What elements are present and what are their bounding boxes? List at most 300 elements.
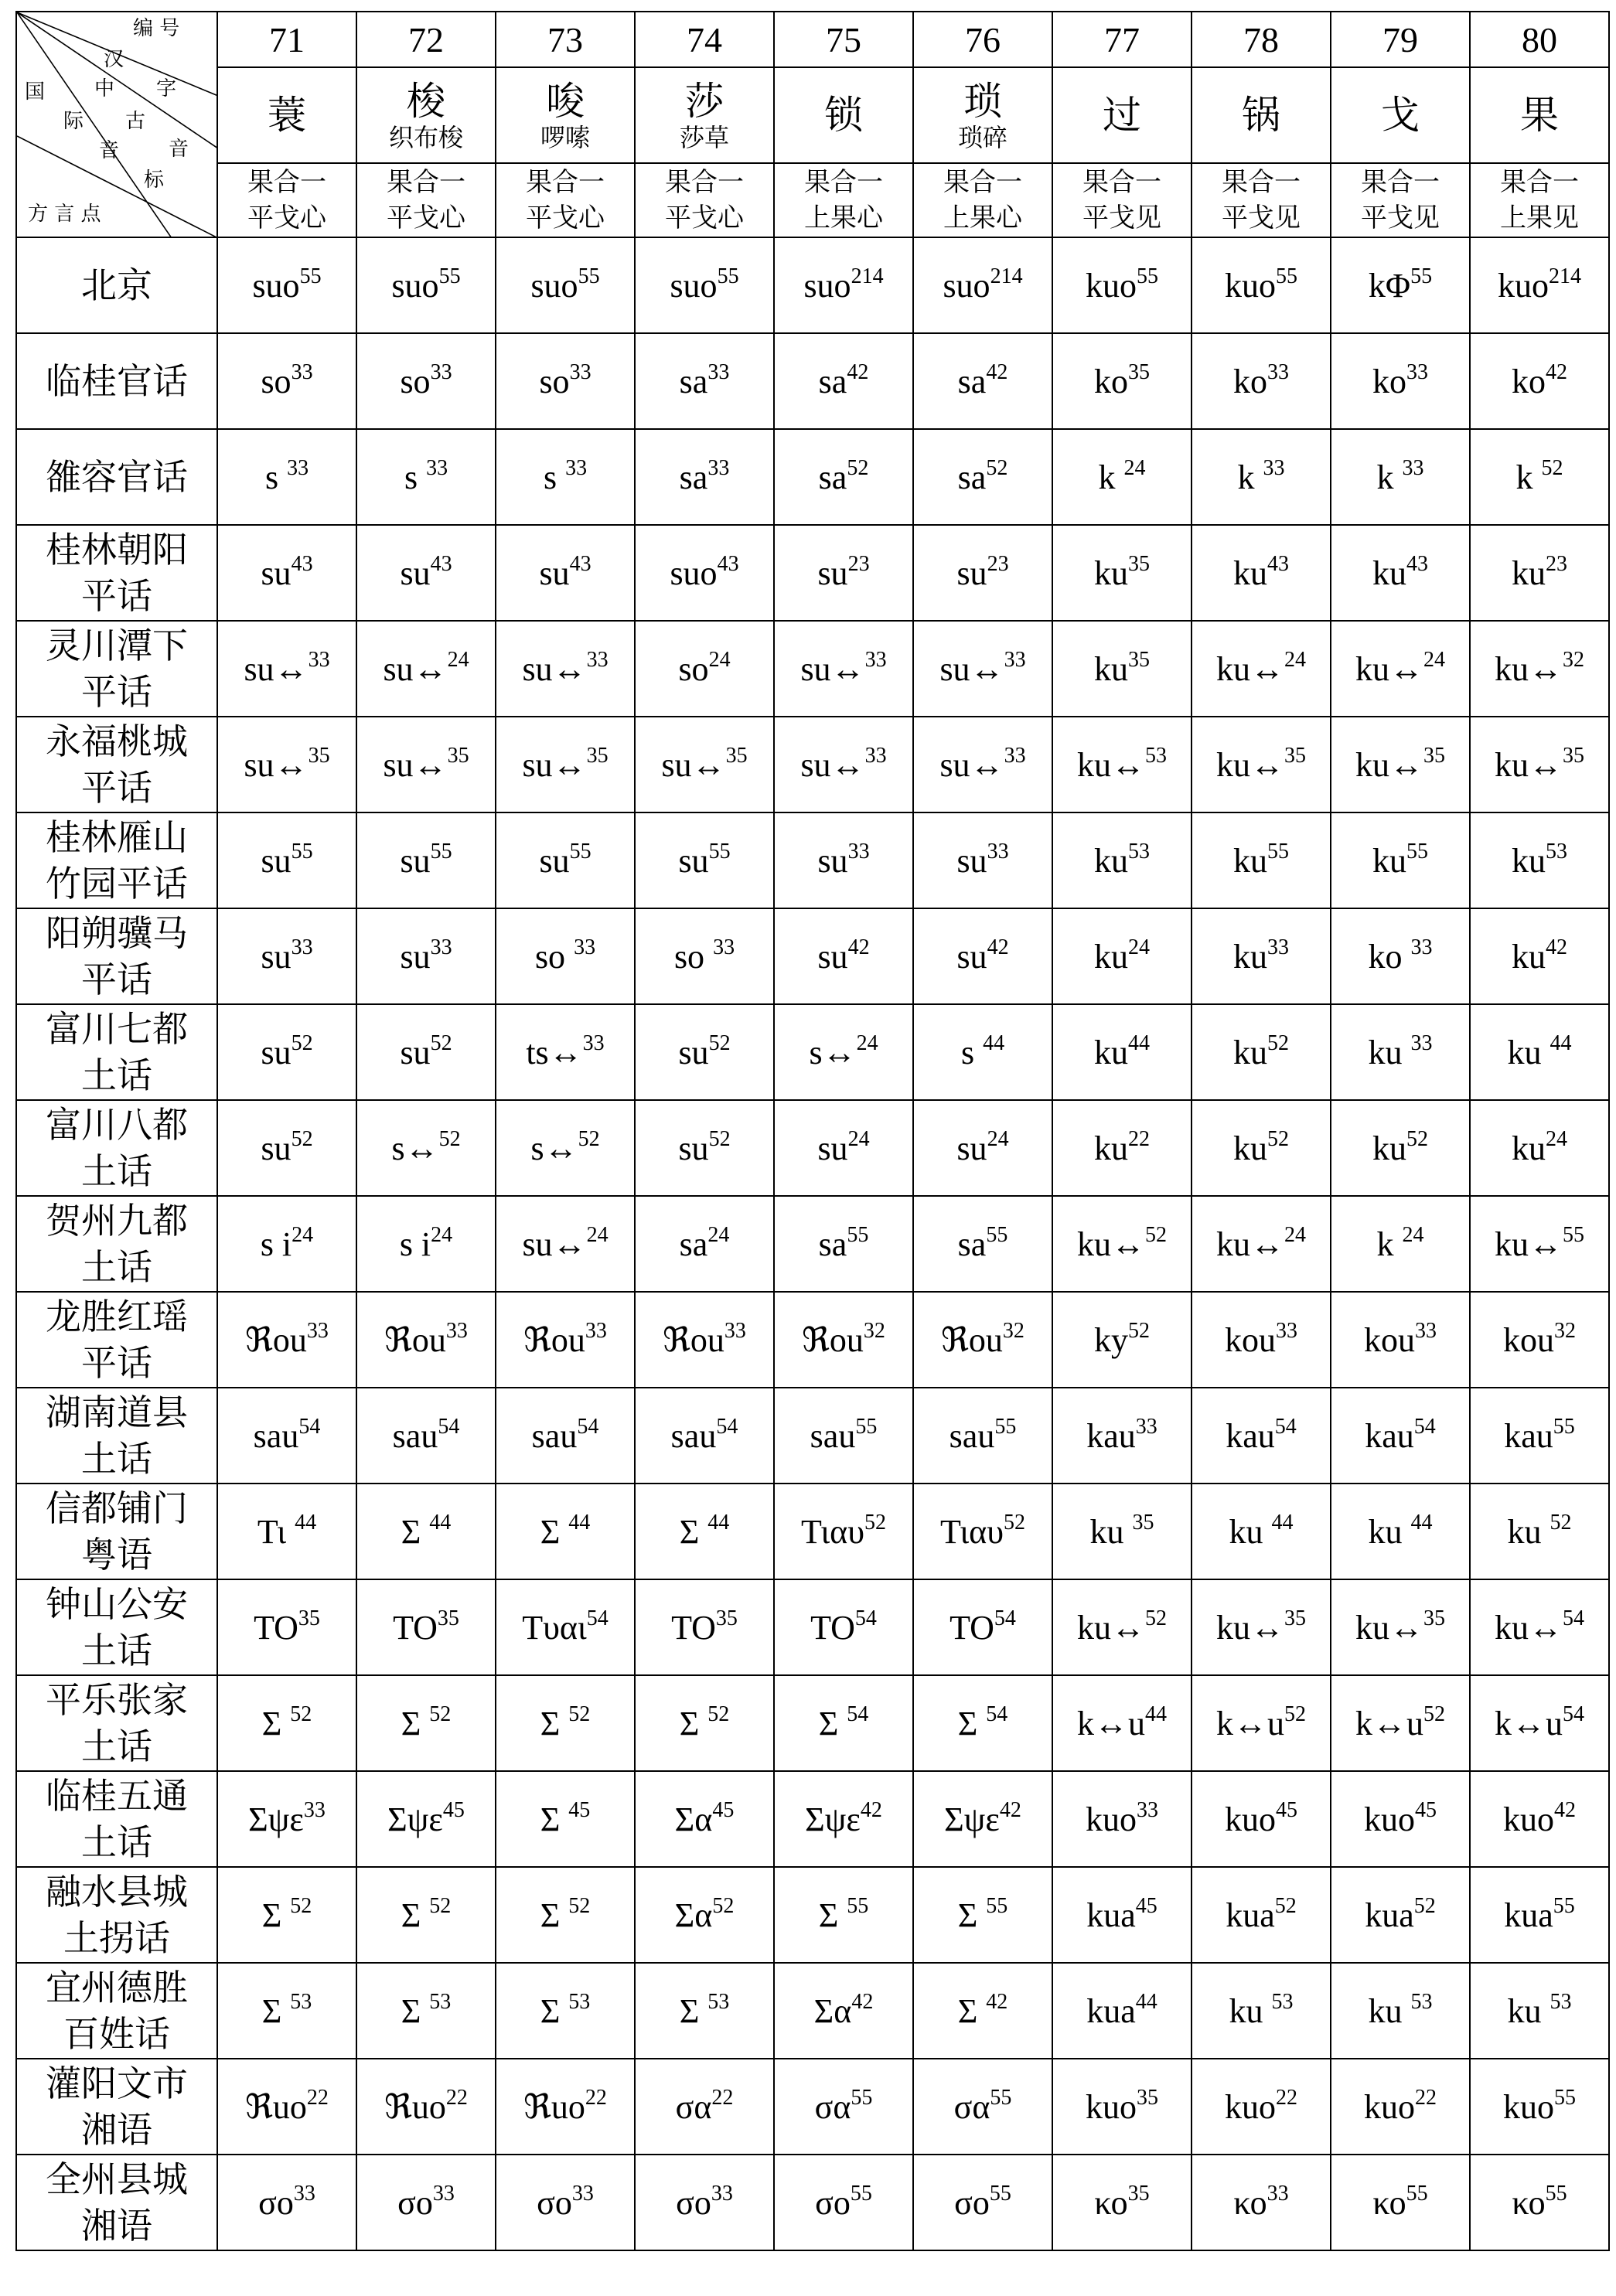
syllable: kau [1086, 1416, 1136, 1455]
pronunciation-cell [774, 2155, 913, 2250]
place-line: 信都铺门 [46, 1487, 188, 1529]
tone-value: 33 [1402, 455, 1424, 480]
tone-value: 44 [429, 1510, 452, 1535]
syllable: Σ [540, 1512, 569, 1551]
syllable: σα [814, 2087, 851, 2126]
tone-value: 35 [1284, 1606, 1306, 1630]
tone-value: 54 [1413, 1414, 1436, 1439]
tone-value: 33 [571, 2181, 594, 2206]
pronunciation-cell [913, 1004, 1052, 1100]
pronunciation-cell [1331, 1771, 1470, 1867]
syllable: Σ [679, 1704, 708, 1742]
syllable: kau [1504, 1416, 1553, 1455]
column-number: 71 [217, 12, 356, 67]
syllable: k↔u [1077, 1704, 1145, 1742]
tone-value: 33 [565, 455, 588, 480]
pronunciation-cell [1331, 429, 1470, 525]
syllable: TO [254, 1608, 298, 1647]
syllable: su [817, 554, 848, 592]
tone-value: 45 [442, 1797, 465, 1822]
column-character [496, 67, 635, 163]
tone-value: 52 [1004, 1510, 1025, 1535]
dialect-place [16, 1388, 217, 1484]
pronunciation-cell [913, 812, 1052, 908]
syllable: s↔ [391, 1129, 439, 1167]
pronunciation-cell [913, 1196, 1052, 1292]
pronunciation-cell [1192, 1484, 1331, 1579]
tone-value: 42 [847, 359, 869, 384]
syllable: sau [810, 1416, 856, 1455]
tone-value: 33 [306, 1318, 329, 1343]
pronunciation-cell [356, 621, 496, 717]
pronunciation-cell [635, 1292, 774, 1388]
pronunciation-cell [1470, 1867, 1609, 1963]
syllable: ku [1368, 1991, 1411, 2030]
place-line: 贺州九都 [46, 1200, 188, 1242]
tone-value: 33 [1137, 1797, 1158, 1822]
tone-value: 24 [291, 1222, 314, 1247]
pronunciation-cell [496, 621, 635, 717]
tone-value: 24 [708, 647, 731, 672]
tone-value: 55 [299, 264, 322, 288]
pronunciation-cell [1470, 333, 1609, 429]
syllable: kau [1226, 1416, 1275, 1455]
category-line: 平戈见 [1361, 203, 1440, 233]
syllable: kuo [1364, 1800, 1415, 1838]
syllable: suo [252, 266, 300, 305]
pronunciation-cell [356, 1004, 496, 1100]
tone-value: 24 [707, 1222, 730, 1247]
syllable: su [956, 937, 987, 976]
syllable: σα [953, 2087, 990, 2126]
pronunciation-cell [1052, 1867, 1192, 1963]
pronunciation-cell [1192, 1579, 1331, 1675]
tone-value: 35 [1132, 1510, 1154, 1535]
tone-value: 33 [707, 455, 730, 480]
category-line: 果合一 [1500, 167, 1579, 198]
place-line: 灌阳文市 [46, 2063, 188, 2104]
tone-value: 35 [1423, 1606, 1445, 1630]
pronunciation-cell [1470, 1388, 1609, 1484]
pronunciation-cell [496, 525, 635, 621]
syllable: κο [1372, 2183, 1406, 2222]
pronunciation-cell [635, 237, 774, 333]
syllable: suo [803, 266, 851, 305]
pronunciation-cell [913, 1963, 1052, 2059]
syllable: k [1376, 458, 1403, 496]
tone-value: 55 [1410, 264, 1433, 288]
place-line: 富川七都 [46, 1008, 188, 1050]
syllable: kua [1226, 1896, 1275, 1934]
tone-value: 214 [1549, 264, 1581, 288]
pronunciation-cell [356, 812, 496, 908]
tone-value: 54 [994, 1606, 1016, 1630]
pronunciation-cell [217, 1579, 356, 1675]
pronunciation-cell [356, 908, 496, 1004]
syllable: kuo [1498, 266, 1549, 305]
syllable: Σ [540, 1896, 569, 1934]
pronunciation-cell [635, 1867, 774, 1963]
tone-value: 54 [847, 1702, 869, 1726]
tone-value: 44 [1135, 1989, 1157, 2014]
pronunciation-cell [774, 333, 913, 429]
column-character [774, 67, 913, 163]
syllable: Σ [957, 1896, 987, 1934]
table-row [16, 717, 1609, 812]
pronunciation-cell [774, 1963, 913, 2059]
syllable: k [1098, 458, 1124, 496]
syllable: sau [392, 1416, 438, 1455]
syllable: su [678, 1129, 709, 1167]
pronunciation-cell [356, 1484, 496, 1579]
pronunciation-cell [217, 1867, 356, 1963]
chinese-character: 果 [1520, 93, 1559, 138]
table-row [16, 1100, 1609, 1196]
place-line: 土话 [81, 1438, 152, 1480]
syllable: Σ [540, 1991, 569, 2030]
category-line: 平戈心 [387, 203, 465, 233]
category-line: 上果心 [943, 203, 1022, 233]
tone-value: 54 [577, 1414, 599, 1439]
pronunciation-cell [1052, 237, 1192, 333]
pronunciation-cell [635, 1675, 774, 1771]
pronunciation-cell [913, 1100, 1052, 1196]
tone-value: 33 [1135, 1414, 1157, 1439]
syllable: suo [530, 266, 578, 305]
pronunciation-cell [1052, 1963, 1192, 2059]
dialect-place [16, 1196, 217, 1292]
tone-value: 33 [1267, 935, 1289, 959]
syllable: k↔u [1355, 1704, 1423, 1742]
pronunciation-cell [635, 2059, 774, 2155]
dialect-place [16, 1867, 217, 1963]
place-line: 桂林朝阳 [46, 529, 188, 571]
tone-value: 35 [1563, 743, 1584, 768]
pronunciation-cell [1470, 429, 1609, 525]
syllable: ku [1233, 554, 1267, 592]
place-line: 平话 [81, 767, 152, 809]
tone-value: 24 [1123, 455, 1146, 480]
dialect-place [16, 1100, 217, 1196]
tone-value: 52 [438, 1126, 461, 1151]
pronunciation-cell [635, 1579, 774, 1675]
pronunciation-cell [1052, 717, 1192, 812]
middle-chinese-row [16, 163, 1609, 237]
syllable: s [543, 458, 566, 496]
tone-value: 42 [851, 1989, 874, 2014]
syllable: su↔ [522, 649, 587, 688]
tone-value: 53 [429, 1989, 452, 2014]
pronunciation-cell [1470, 1100, 1609, 1196]
pronunciation-cell [496, 1675, 635, 1771]
tone-value: 33 [585, 1318, 607, 1343]
pronunciation-cell [1052, 1196, 1192, 1292]
tone-value: 52 [1128, 1318, 1150, 1343]
syllable: s i [399, 1225, 431, 1263]
syllable: Σψε [248, 1800, 304, 1838]
dialect-place [16, 717, 217, 812]
syllable: sa [679, 1225, 708, 1263]
tone-value: 55 [438, 264, 461, 288]
tone-value: 33 [582, 1030, 605, 1055]
syllable: suo [670, 266, 718, 305]
syllable: ℜuo [384, 2087, 446, 2126]
pronunciation-cell [217, 908, 356, 1004]
corner-label-zi: 字 [156, 77, 177, 100]
pronunciation-cell [1192, 2155, 1331, 2250]
tone-value: 33 [287, 455, 309, 480]
syllable: ku [1507, 1512, 1550, 1551]
tone-value: 22 [585, 2085, 607, 2110]
place-line: 平话 [81, 671, 152, 713]
tone-value: 55 [1406, 2181, 1428, 2206]
syllable: sau [531, 1416, 578, 1455]
pronunciation-cell [217, 812, 356, 908]
tone-value: 55 [847, 1222, 869, 1247]
dialect-place [16, 812, 217, 908]
chinese-character: 过 [1103, 93, 1141, 138]
tone-value: 53 [1145, 743, 1167, 768]
tone-value: 43 [291, 551, 313, 576]
dialect-table [15, 11, 1610, 2251]
pronunciation-cell [356, 1579, 496, 1675]
pronunciation-cell [356, 1963, 496, 2059]
tone-value: 53 [568, 1989, 591, 2014]
syllable: ko [1368, 937, 1411, 976]
syllable: Σ [401, 1991, 430, 2030]
pronunciation-cell [496, 1867, 635, 1963]
pronunciation-cell [217, 525, 356, 621]
tone-value: 23 [987, 551, 1009, 576]
pronunciation-cell [774, 2059, 913, 2155]
table-row [16, 812, 1609, 908]
tone-value: 33 [432, 2181, 455, 2206]
syllable: Σ [818, 1896, 847, 1934]
tone-value: 42 [1546, 359, 1567, 384]
tone-value: 42 [987, 935, 1009, 959]
pronunciation-cell [1331, 1388, 1470, 1484]
pronunciation-cell [1192, 812, 1331, 908]
pronunciation-cell [774, 1196, 913, 1292]
pronunciation-cell [496, 333, 635, 429]
tone-value: 52 [429, 1893, 452, 1918]
pronunciation-cell [1192, 1388, 1331, 1484]
tone-value: 54 [298, 1414, 321, 1439]
tone-value: 53 [707, 1989, 730, 2014]
middle-chinese-category [774, 163, 913, 237]
syllable: Τιαυ [800, 1512, 864, 1551]
tone-value: 32 [863, 1318, 885, 1343]
place-line: 永福桃城 [46, 720, 188, 762]
column-number: 74 [635, 12, 774, 67]
tone-value: 55 [1406, 839, 1428, 864]
syllable: ky [1094, 1320, 1128, 1359]
tone-value: 43 [569, 551, 592, 576]
syllable: Σ [261, 1704, 291, 1742]
place-line: 平乐张家 [46, 1679, 188, 1721]
tone-value: 33 [569, 359, 592, 384]
pronunciation-cell [1470, 1004, 1609, 1100]
pronunciation-cell [1192, 2059, 1331, 2155]
syllable: σο [815, 2183, 851, 2222]
syllable: ku↔ [1077, 1225, 1145, 1263]
syllable: ku [1233, 1033, 1267, 1071]
pronunciation-cell [496, 1771, 635, 1867]
tone-value: 52 [986, 455, 1008, 480]
pronunciation-cell [1052, 812, 1192, 908]
pronunciation-cell [1052, 1004, 1192, 1100]
tone-value: 52 [290, 1702, 312, 1726]
tone-value: 52 [568, 1702, 591, 1726]
pronunciation-cell [913, 237, 1052, 333]
pronunciation-cell [1192, 333, 1331, 429]
table-row [16, 1004, 1609, 1100]
table-row [16, 1963, 1609, 2059]
pronunciation-cell [913, 1292, 1052, 1388]
place-line: 临桂五通 [46, 1775, 188, 1817]
table-row [16, 429, 1609, 525]
pronunciation-cell [217, 1100, 356, 1196]
tone-value: 52 [864, 1510, 886, 1535]
table-row [16, 1771, 1609, 1867]
syllable: Σ [957, 1991, 987, 2030]
place-line: 桂林雁山 [46, 816, 188, 858]
tone-value: 44 [1128, 1030, 1150, 1055]
syllable: kua [1086, 1896, 1136, 1934]
tone-value: 35 [1284, 743, 1306, 768]
tone-value: 52 [708, 1126, 731, 1151]
place-line: 粤语 [81, 1534, 152, 1576]
syllable: Σα [674, 1800, 713, 1838]
tone-value: 52 [291, 1126, 313, 1151]
category-line: 果合一 [526, 167, 605, 198]
pronunciation-cell [356, 333, 496, 429]
pronunciation-cell [1470, 812, 1609, 908]
syllable: su↔ [383, 649, 448, 688]
tone-value: 33 [713, 935, 735, 959]
middle-chinese-category [217, 163, 356, 237]
pronunciation-cell [1331, 1963, 1470, 2059]
syllable: ku [1512, 937, 1546, 976]
pronunciation-cell [356, 237, 496, 333]
tone-value: 54 [586, 1606, 609, 1630]
pronunciation-cell [496, 429, 635, 525]
syllable: TO [671, 1608, 716, 1647]
syllable: ℜou [523, 1320, 585, 1359]
syllable: ku↔ [1216, 745, 1284, 784]
syllable: ℜou [245, 1320, 307, 1359]
syllable: Τυαι [522, 1608, 587, 1647]
syllable: su [539, 554, 570, 592]
syllable: su↔ [939, 649, 1004, 688]
pronunciation-cell [1052, 2059, 1192, 2155]
place-line: 土话 [81, 1246, 152, 1288]
column-number: 78 [1192, 12, 1331, 67]
pronunciation-cell [1470, 1963, 1609, 2059]
tone-value: 33 [1004, 743, 1026, 768]
tone-value: 54 [986, 1702, 1008, 1726]
tone-value: 55 [994, 1414, 1017, 1439]
character-gloss: 琐碎 [957, 123, 1007, 152]
pronunciation-cell [913, 1867, 1052, 1963]
place-line: 土话 [81, 1054, 152, 1096]
tone-value: 44 [1410, 1510, 1433, 1535]
syllable: sau [670, 1416, 717, 1455]
syllable: kou [1364, 1320, 1415, 1359]
pronunciation-cell [1331, 1579, 1470, 1675]
syllable: su↔ [800, 649, 865, 688]
tone-value: 52 [429, 1702, 452, 1726]
syllable: ku↔ [1216, 1225, 1284, 1263]
syllable: ℜuo [245, 2087, 307, 2126]
tone-value: 33 [1267, 2181, 1289, 2206]
pronunciation-cell [1192, 1963, 1331, 2059]
tone-value: 55 [986, 1222, 1008, 1247]
tone-value: 55 [291, 839, 313, 864]
column-number: 72 [356, 12, 496, 67]
place-line: 雒容官话 [46, 456, 188, 498]
column-number: 76 [913, 12, 1052, 67]
tone-value: 42 [847, 935, 870, 959]
tone-value: 52 [1145, 1606, 1167, 1630]
tone-value: 52 [1267, 1126, 1289, 1151]
tone-value: 35 [308, 743, 330, 768]
syllable: su↔ [522, 1225, 587, 1263]
syllable: ku [1512, 1129, 1546, 1167]
tone-value: 35 [447, 743, 469, 768]
pronunciation-cell [1331, 1100, 1470, 1196]
pronunciation-cell [1192, 429, 1331, 525]
syllable: ku [1233, 1129, 1267, 1167]
pronunciation-cell [1192, 717, 1331, 812]
pronunciation-cell [217, 1484, 356, 1579]
number-row [16, 12, 1609, 67]
syllable: kau [1365, 1416, 1414, 1455]
pronunciation-cell [635, 525, 774, 621]
pronunciation-cell [913, 621, 1052, 717]
syllable: kua [1504, 1896, 1553, 1934]
table-row [16, 1867, 1609, 1963]
tone-value: 55 [1276, 264, 1297, 288]
category-line: 果合一 [1361, 167, 1440, 198]
column-character [356, 67, 496, 163]
syllable: su↔ [244, 745, 309, 784]
corner-label-number: 编 号 [133, 17, 180, 40]
pronunciation-cell [1331, 1292, 1470, 1388]
syllable: su [261, 554, 291, 592]
tone-value: 53 [1128, 839, 1150, 864]
tone-value: 24 [987, 1126, 1009, 1151]
syllable: su↔ [661, 745, 726, 784]
syllable: ku [1094, 554, 1128, 592]
place-line: 湘语 [81, 2205, 152, 2247]
syllable: Σ [818, 1704, 847, 1742]
tone-value: 42 [1554, 1797, 1576, 1822]
dialect-place [16, 1579, 217, 1675]
syllable: s i [260, 1225, 292, 1263]
syllable: ku↔ [1355, 649, 1423, 688]
chinese-character: 戈 [1381, 93, 1420, 138]
tone-value: 55 [1137, 264, 1158, 288]
syllable: ku [1229, 1512, 1272, 1551]
tone-value: 214 [851, 264, 884, 288]
syllable: su↔ [383, 745, 448, 784]
tone-value: 24 [586, 1222, 609, 1247]
tone-value: 55 [851, 2085, 873, 2110]
syllable: Σ [679, 1512, 708, 1551]
middle-chinese-category [635, 163, 774, 237]
tone-value: 44 [707, 1510, 730, 1535]
